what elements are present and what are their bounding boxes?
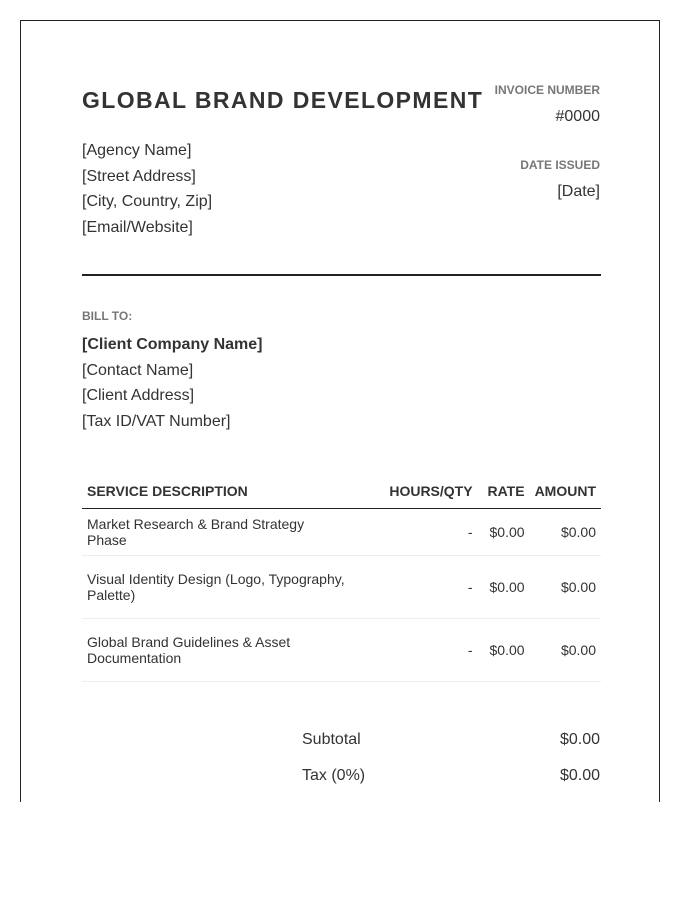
table-row (82, 556, 601, 619)
agency-address-block (82, 138, 212, 241)
column-header-amount: AMOUNT (530, 473, 601, 509)
invoice-title: GLOBAL BRAND DEVELOPMENT (82, 87, 484, 113)
row-amount: $0.00 (530, 619, 601, 682)
invoice-page (20, 20, 660, 802)
row-rate: $0.00 (478, 619, 530, 682)
client-address: [Client Address] (82, 387, 195, 405)
agency-city: [City, Country, Zip] (82, 193, 213, 211)
client-contact: [Contact Name] (82, 361, 194, 379)
invoice-number-label: INVOICE NUMBER (494, 83, 600, 97)
invoice-number-value: #0000 (555, 108, 600, 125)
date-issued-block (520, 158, 600, 201)
row-description: Market Research & Brand Strategy Phase (82, 509, 352, 556)
column-header-qty: HOURS/QTY (352, 473, 478, 509)
row-rate: $0.00 (478, 556, 530, 619)
header-divider (82, 274, 601, 276)
date-issued-label: DATE ISSUED (520, 158, 600, 172)
column-header-description: SERVICE DESCRIPTION (82, 473, 352, 509)
client-tax-id: [Tax ID/VAT Number] (82, 413, 231, 431)
bill-to-block (82, 332, 262, 435)
row-description: Global Brand Guidelines & Asset Documentation (82, 619, 352, 682)
tax-label: Tax (0%) (302, 767, 366, 784)
client-company: [Client Company Name] (82, 336, 263, 353)
bill-to-label: BILL TO: (82, 309, 133, 323)
table-header-row (82, 473, 601, 509)
table-row (82, 619, 601, 682)
agency-contact: [Email/Website] (82, 219, 193, 237)
row-amount: $0.00 (530, 509, 601, 556)
invoice-number-block (495, 83, 600, 126)
subtotal-label: Subtotal (302, 731, 361, 748)
row-qty: - (352, 556, 478, 619)
agency-name: [Agency Name] (82, 142, 192, 159)
row-description: Visual Identity Design (Logo, Typography, Palette) (82, 556, 352, 619)
services-table (82, 473, 601, 682)
row-amount: $0.00 (530, 556, 601, 619)
tax-value: $0.00 (559, 767, 600, 784)
date-issued-value: [Date] (557, 183, 600, 200)
table-row (82, 509, 601, 556)
agency-street: [Street Address] (82, 167, 196, 185)
column-header-rate: RATE (478, 473, 530, 509)
row-qty: - (352, 619, 478, 682)
row-qty: - (352, 509, 478, 556)
row-rate: $0.00 (478, 509, 530, 556)
subtotal-value: $0.00 (559, 731, 600, 748)
